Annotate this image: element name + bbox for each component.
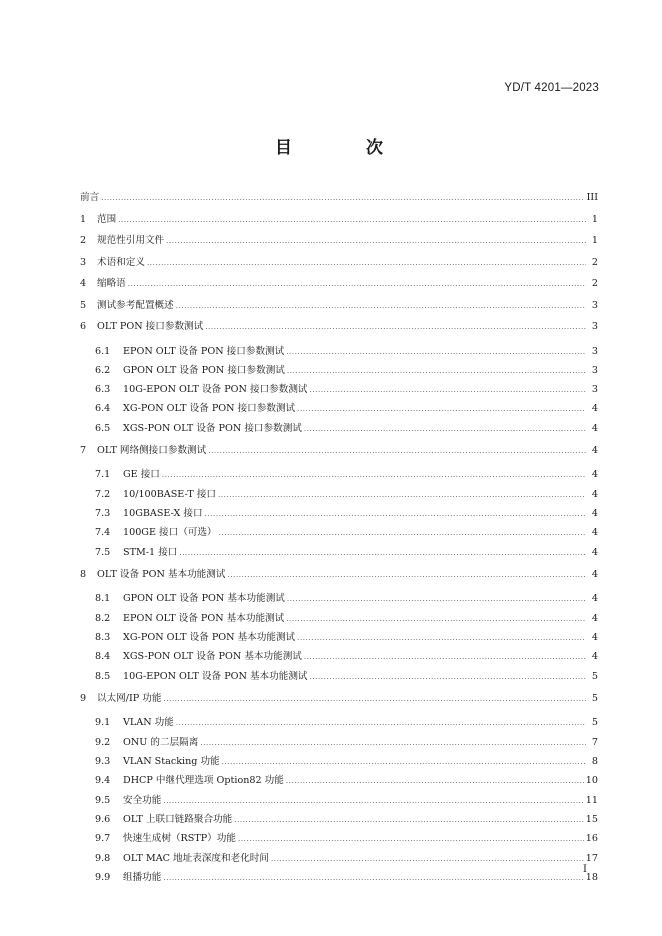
toc-dot-leader xyxy=(101,192,584,203)
toc-entry-page: 8 xyxy=(591,756,598,768)
toc-dot-leader xyxy=(219,527,586,538)
toc-entry-page: 4 xyxy=(591,568,598,580)
toc-dot-leader xyxy=(238,833,584,844)
toc-entry-title: XGS-PON OLT 设备 PON 基本功能测试 xyxy=(123,651,302,663)
toc-entry-title: OLT 设备 PON 基本功能测试 xyxy=(97,568,226,580)
toc-entry[interactable] xyxy=(80,648,598,667)
toc-entry-page: 5 xyxy=(591,717,598,729)
toc-entry-page: 3 xyxy=(591,384,598,396)
toc-entry-title: 缩略语 xyxy=(97,278,126,289)
toc-entry-page: 1 xyxy=(591,235,598,246)
toc-entry-title: 规范性引用文件 xyxy=(97,235,165,246)
toc-entry-title: 前言 xyxy=(80,192,100,203)
toc-entry-title: 术语和定义 xyxy=(97,256,145,268)
toc-entry-number: 8.3 xyxy=(95,632,111,644)
toc-entry-number: 6.4 xyxy=(95,403,111,415)
toc-entry-page: 1 xyxy=(591,213,598,225)
toc-entry[interactable] xyxy=(80,850,598,869)
toc-entry-page: 3 xyxy=(591,345,598,357)
toc-dot-leader xyxy=(200,737,586,748)
toc-entry-page: 4 xyxy=(591,527,598,539)
toc-entry-title: 10GBASE-X 接口 xyxy=(123,508,203,520)
toc-dot-leader xyxy=(179,547,586,558)
toc-entry[interactable] xyxy=(80,566,598,588)
page-number: I xyxy=(583,864,587,875)
toc-entry-number: 9.5 xyxy=(95,794,111,806)
toc-entry-title: 组播功能 xyxy=(123,871,162,883)
toc-entry[interactable] xyxy=(80,381,598,400)
toc-entry-number: 9.6 xyxy=(95,813,111,825)
toc-entry-number: 6.3 xyxy=(95,384,111,396)
toc-entry-number: 8.1 xyxy=(95,593,111,605)
toc-entry[interactable] xyxy=(80,318,598,340)
toc-entry-title: 范围 xyxy=(97,213,117,225)
toc-entry-number: 6 xyxy=(80,321,87,332)
toc-dot-leader xyxy=(287,365,586,376)
toc-dot-leader xyxy=(310,671,586,682)
toc-dot-leader xyxy=(271,853,584,864)
toc-entry-number: 9.4 xyxy=(95,775,111,787)
toc-entry[interactable] xyxy=(80,629,598,648)
toc-dot-leader xyxy=(176,300,586,311)
toc-entry-page: 4 xyxy=(591,444,598,456)
toc-title: 目 次 xyxy=(275,138,417,158)
toc-dot-leader xyxy=(304,651,586,662)
toc-entry-title: ONU 的二层隔离 xyxy=(123,736,199,748)
toc-entry[interactable] xyxy=(80,297,598,319)
toc-entry[interactable] xyxy=(80,524,598,543)
toc-entry-page: 11 xyxy=(585,794,598,806)
toc-entry-number: 9.8 xyxy=(95,852,111,864)
toc-entry-title: GPON OLT 设备 PON 接口参数测试 xyxy=(123,364,285,376)
toc-entry[interactable] xyxy=(80,189,598,211)
toc-entry-number: 8 xyxy=(80,568,87,580)
toc-entry-number: 9.2 xyxy=(95,736,111,748)
toc-entry-number: 9 xyxy=(80,692,87,704)
toc-dot-leader xyxy=(286,775,584,786)
toc-dot-leader xyxy=(147,257,586,268)
toc-entry-page: 4 xyxy=(591,612,598,624)
toc-entry-title: 快速生成树（RSTP）功能 xyxy=(123,833,236,845)
toc-entry-page: 2 xyxy=(591,278,598,289)
toc-dot-leader xyxy=(128,278,586,289)
toc-entry-page: 5 xyxy=(591,692,598,704)
toc-entry[interactable] xyxy=(80,466,598,485)
toc-entry-title: 10/100BASE-T 接口 xyxy=(123,488,217,500)
toc-entry-page: 5 xyxy=(591,670,598,682)
toc-entry-page: 4 xyxy=(591,593,598,605)
toc-entry[interactable] xyxy=(80,590,598,609)
toc-entry-title: XGS-PON OLT 设备 PON 接口参数测试 xyxy=(123,422,302,434)
toc-entry-page: 3 xyxy=(591,321,598,332)
toc-dot-leader xyxy=(163,872,583,883)
toc-dot-leader xyxy=(286,346,586,357)
toc-entry-number: 9.1 xyxy=(95,717,111,729)
toc-dot-leader xyxy=(176,717,586,728)
toc-entry-page: 4 xyxy=(591,488,598,500)
toc-entry-page: 3 xyxy=(591,364,598,376)
toc-entry-title: EPON OLT 设备 PON 接口参数测试 xyxy=(123,345,285,357)
toc-entry-title: OLT 上联口链路聚合功能 xyxy=(123,813,233,825)
toc-dot-leader xyxy=(234,814,584,825)
toc-entry[interactable] xyxy=(80,792,598,811)
toc-entry-title: DHCP 中继代理选项 Option82 功能 xyxy=(123,775,284,787)
toc-entry-page: 7 xyxy=(591,736,598,748)
toc-entry[interactable] xyxy=(80,544,598,563)
toc-dot-leader xyxy=(286,613,586,624)
toc-entry-title: OLT MAC 地址表深度和老化时间 xyxy=(123,852,269,864)
toc-entry[interactable] xyxy=(80,486,598,505)
toc-entry-number: 9.7 xyxy=(95,833,111,845)
toc-entry[interactable] xyxy=(80,400,598,419)
toc-entry-title: 测试参考配置概述 xyxy=(97,299,174,311)
toc-entry-number: 8.4 xyxy=(95,651,111,663)
toc-dot-leader xyxy=(222,756,586,767)
toc-entry-number: 7.5 xyxy=(95,546,111,558)
toc-entry-title: OLT PON 接口参数测试 xyxy=(97,321,204,332)
toc-entry-number: 6.2 xyxy=(95,364,111,376)
toc-entry-title: 100GE 接口（可选） xyxy=(123,527,217,539)
toc-dot-leader xyxy=(227,569,586,580)
toc-dot-leader xyxy=(163,795,583,806)
toc-entry-page: 4 xyxy=(591,632,598,644)
toc-entry-number: 1 xyxy=(80,213,87,225)
toc-entry[interactable] xyxy=(80,753,598,772)
toc-entry[interactable] xyxy=(80,734,598,753)
table-of-contents xyxy=(80,189,598,888)
toc-entry-number: 2 xyxy=(80,235,87,246)
toc-entry-title: 安全功能 xyxy=(123,794,162,806)
toc-dot-leader xyxy=(287,593,586,604)
toc-dot-leader xyxy=(166,235,586,246)
toc-entry-number: 9.9 xyxy=(95,871,111,883)
toc-entry-title: OLT 网络侧接口参数测试 xyxy=(97,444,207,456)
toc-entry-page: 4 xyxy=(591,422,598,434)
toc-entry[interactable] xyxy=(80,690,598,712)
toc-entry-number: 7.4 xyxy=(95,527,111,539)
toc-entry[interactable] xyxy=(80,254,598,276)
toc-entry[interactable] xyxy=(80,830,598,849)
toc-entry[interactable] xyxy=(80,343,598,362)
toc-dot-leader xyxy=(164,693,587,704)
toc-entry-page: 17 xyxy=(585,852,598,864)
toc-entry-title: VLAN 功能 xyxy=(123,717,174,729)
toc-entry-number: 4 xyxy=(80,278,87,289)
toc-dot-leader xyxy=(297,632,586,643)
toc-entry[interactable] xyxy=(80,362,598,381)
toc-dot-leader xyxy=(208,445,586,456)
toc-entry-page: 10 xyxy=(585,775,598,787)
toc-dot-leader xyxy=(205,321,586,332)
toc-entry-page: III xyxy=(586,192,598,203)
toc-entry-number: 6.1 xyxy=(95,345,111,357)
toc-entry-page: 16 xyxy=(585,833,598,845)
toc-entry[interactable] xyxy=(80,232,598,254)
toc-entry[interactable] xyxy=(80,811,598,830)
toc-entry-page: 15 xyxy=(585,813,598,825)
toc-entry-page: 18 xyxy=(585,871,598,883)
toc-entry[interactable] xyxy=(80,275,598,297)
toc-entry-page: 4 xyxy=(591,546,598,558)
toc-entry-title: XG-PON OLT 设备 PON 基本功能测试 xyxy=(123,632,296,644)
toc-entry-number: 7.2 xyxy=(95,488,111,500)
toc-entry-title: STM-1 接口 xyxy=(123,546,178,558)
toc-entry-page: 4 xyxy=(591,651,598,663)
toc-entry-number: 7 xyxy=(80,444,87,456)
toc-entry-title: GPON OLT 设备 PON 基本功能测试 xyxy=(123,593,285,605)
toc-entry-title: 以太网/IP 功能 xyxy=(97,692,162,704)
toc-entry-number: 5 xyxy=(80,299,87,311)
toc-entry-title: XG-PON OLT 设备 PON 接口参数测试 xyxy=(123,403,296,415)
toc-entry-page: 2 xyxy=(591,256,598,268)
toc-entry[interactable] xyxy=(80,869,598,888)
toc-dot-leader xyxy=(304,423,586,434)
toc-dot-leader xyxy=(297,403,586,414)
toc-dot-leader xyxy=(118,214,586,225)
document-code: YD/T 4201—2023 xyxy=(504,82,599,94)
toc-entry-page: 4 xyxy=(591,469,598,481)
toc-entry[interactable] xyxy=(80,442,598,464)
toc-dot-leader xyxy=(310,384,586,395)
toc-entry[interactable] xyxy=(80,668,598,687)
toc-entry-number: 8.2 xyxy=(95,612,111,624)
toc-entry-title: EPON OLT 设备 PON 基本功能测试 xyxy=(123,612,285,624)
toc-entry-page: 4 xyxy=(591,403,598,415)
toc-entry-number: 6.5 xyxy=(95,422,111,434)
toc-entry-number: 7.3 xyxy=(95,508,111,520)
toc-entry-number: 8.5 xyxy=(95,670,111,682)
toc-entry[interactable] xyxy=(80,714,598,733)
toc-entry-number: 7.1 xyxy=(95,469,111,481)
toc-entry[interactable] xyxy=(80,505,598,524)
toc-dot-leader xyxy=(205,508,586,519)
toc-dot-leader xyxy=(218,489,586,500)
toc-entry-title: 10G-EPON OLT 设备 PON 基本功能测试 xyxy=(123,670,308,682)
toc-entry-title: 10G-EPON OLT 设备 PON 接口参数测试 xyxy=(123,384,308,396)
toc-entry-page: 3 xyxy=(591,299,598,311)
toc-entry-title: GE 接口 xyxy=(123,469,160,481)
toc-dot-leader xyxy=(162,469,586,480)
toc-entry[interactable] xyxy=(80,420,598,439)
toc-entry-number: 3 xyxy=(80,256,87,268)
toc-entry[interactable] xyxy=(80,211,598,233)
toc-entry-number: 9.3 xyxy=(95,756,111,768)
toc-entry-title: VLAN Stacking 功能 xyxy=(123,756,220,768)
toc-entry[interactable] xyxy=(80,610,598,629)
toc-entry-page: 4 xyxy=(591,508,598,520)
toc-entry[interactable] xyxy=(80,772,598,791)
